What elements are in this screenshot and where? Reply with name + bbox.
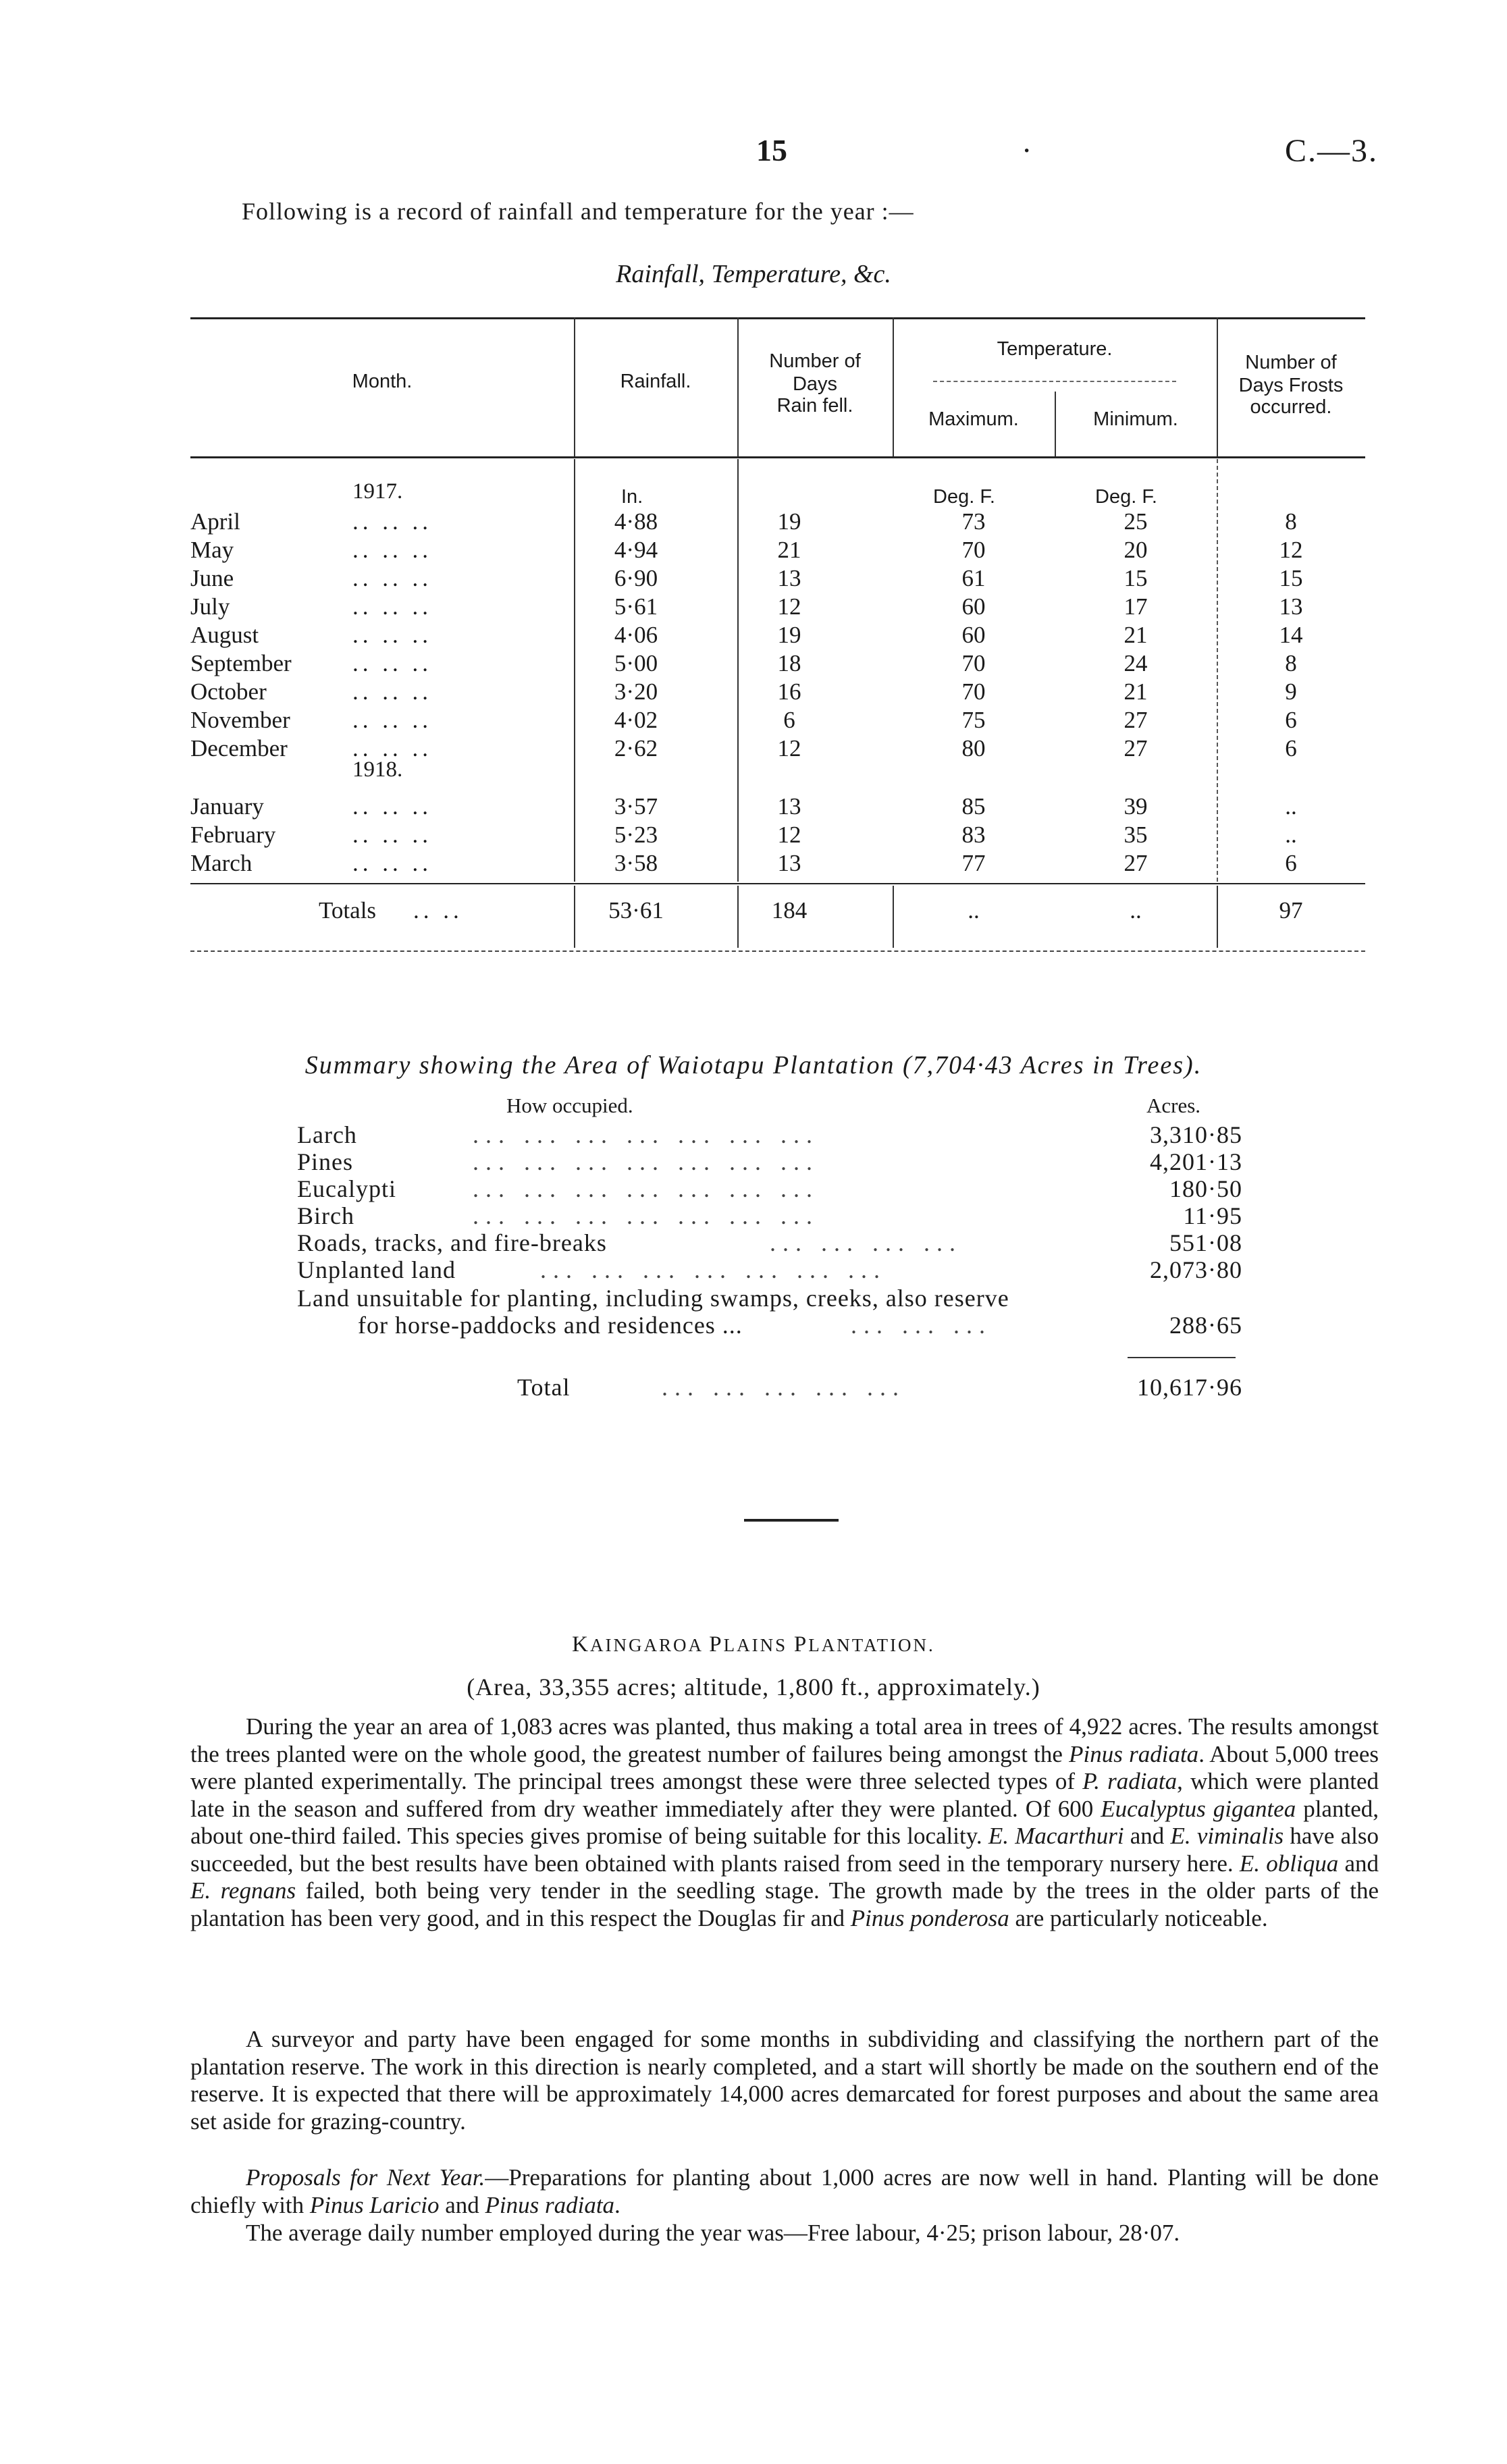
row-frosts: 6	[1285, 735, 1297, 761]
summary-row	[297, 1121, 1269, 1148]
row-month: October	[190, 678, 267, 705]
rainfall-table-title: Rainfall, Temperature, &c.	[616, 260, 891, 288]
summary-col-label: How occupied.	[506, 1094, 633, 1117]
row-days: 19	[777, 508, 801, 535]
header-minimum: Minimum.	[1093, 408, 1178, 430]
row-month: January	[190, 793, 264, 820]
summary-total-label: Total	[517, 1374, 571, 1401]
summary-row-value: 180·50	[1169, 1175, 1242, 1202]
row-max: 80	[961, 735, 986, 761]
summary-row-label: Eucalypti	[297, 1175, 396, 1202]
row-leader: .. .. ..	[352, 735, 432, 761]
row-month: December	[190, 735, 288, 761]
summary-row-label: Unplanted land	[297, 1256, 456, 1283]
row-frosts: 13	[1279, 593, 1303, 620]
row-month: August	[190, 622, 259, 648]
summary-row-leader: ... ... ... ... ... ... ...	[540, 1256, 887, 1283]
row-max: 60	[961, 593, 986, 620]
row-days: 13	[777, 565, 801, 591]
row-min: 17	[1123, 593, 1148, 620]
row-max: 85	[961, 793, 986, 820]
row-max: 73	[961, 508, 986, 535]
row-max: 70	[961, 537, 986, 563]
row-frosts: ..	[1285, 793, 1297, 820]
summary-row-leader: ... ... ... ...	[770, 1229, 962, 1256]
kaingaroa-subtitle: (Area, 33,355 acres; altitude, 1,800 ft., approximately.)	[467, 1673, 1040, 1700]
paragraph-1: During the year an area of 1,083 acres was planted, thus making a total area in trees of 4,922 acres. The results amongst the trees planted were on the whole good, the greatest number of failures being amongst the Pinus radiata. About 5,000 trees were planted experimentally. The principal trees amongst these were three selected types of P. radiata, which were planted late in the season and suffered from dry weather immediately after they were planted. Of 600 Eucalyptus gigantea planted, about one-third failed. This species gives promise of being suitable for this locality. E. Macarthuri and E. viminalis have also succeeded, but the best results have been obtained with plants raised from seed in the temporary nursery here. E. obliqua and E. regnans failed, both being very tender in the seedling stage. The growth made by the trees in the older parts of the plantation has been very good, and in this respect the Douglas fir and Pinus ponderosa are particularly noticeable.	[190, 1713, 1379, 1931]
table-bottom-rule	[190, 950, 1365, 952]
header-temperature: Temperature.	[997, 338, 1113, 360]
unit-max: Deg. F.	[933, 486, 995, 508]
row-days: 12	[777, 822, 801, 848]
totals-rain: 53·61	[608, 897, 664, 923]
row-min: 20	[1123, 537, 1148, 563]
totals-days: 184	[771, 897, 808, 923]
row-leader: .. .. ..	[352, 850, 432, 876]
row-min: 25	[1123, 508, 1148, 535]
summary-total-leader: ... ... ... ... ...	[662, 1374, 905, 1401]
row-rain: 4·94	[614, 537, 658, 563]
row-days: 21	[777, 537, 801, 563]
header-days-rain-2: Days	[792, 373, 838, 395]
row-frosts: 8	[1285, 650, 1297, 676]
row-leader: .. .. ..	[352, 565, 432, 591]
header-dot: ·	[1022, 133, 1032, 167]
row-days: 16	[777, 678, 801, 705]
year-1918: 1918.	[352, 757, 403, 782]
table-totals-rule	[190, 883, 1365, 884]
row-rain: 3·57	[614, 793, 658, 820]
totals-min: ..	[1130, 897, 1142, 923]
row-max: 70	[961, 678, 986, 705]
row-days: 6	[783, 707, 795, 733]
row-max: 83	[961, 822, 986, 848]
header-frosts-2: Days Frosts	[1238, 375, 1344, 396]
summary-row-label: Pines	[297, 1148, 354, 1175]
row-min: 39	[1123, 793, 1148, 820]
summary-row	[297, 1229, 1269, 1256]
row-rain: 3·58	[614, 850, 658, 876]
row-frosts: 15	[1279, 565, 1303, 591]
row-frosts: 9	[1285, 678, 1297, 705]
row-days: 13	[777, 793, 801, 820]
row-leader: .. .. ..	[352, 678, 432, 705]
row-min: 27	[1123, 707, 1148, 733]
summary-row	[297, 1284, 1269, 1311]
summary-row-value: 11·95	[1183, 1202, 1242, 1229]
row-month: July	[190, 593, 230, 620]
row-days: 19	[777, 622, 801, 648]
summary-row-value: 551·08	[1169, 1229, 1242, 1256]
row-month: November	[190, 707, 290, 733]
summary-row-label: Larch	[297, 1121, 357, 1148]
row-leader: .. .. ..	[352, 593, 432, 620]
unit-min: Deg. F.	[1095, 486, 1157, 508]
row-leader: .. .. ..	[352, 537, 432, 563]
row-min: 21	[1123, 678, 1148, 705]
row-frosts: 6	[1285, 707, 1297, 733]
summary-row-leader: ... ... ... ... ... ... ...	[473, 1148, 819, 1175]
row-rain: 3·20	[614, 678, 658, 705]
row-month: May	[190, 537, 234, 563]
summary-col-unit: Acres.	[1146, 1094, 1201, 1117]
row-min: 15	[1123, 565, 1148, 591]
row-max: 61	[961, 565, 986, 591]
header-frosts-3: occurred.	[1250, 396, 1332, 418]
rainfall-table	[190, 317, 1365, 959]
totals-max: ..	[968, 897, 980, 923]
temperature-sub-rule	[933, 381, 1176, 382]
row-month: September	[190, 650, 292, 676]
summary-row-label: Land unsuitable for planting, including swamps, creeks, also reserve	[297, 1285, 1009, 1312]
totals-frosts: 97	[1279, 897, 1303, 923]
summary-title: Summary showing the Area of Waiotapu Plantation (7,704·43 Acres in Trees).	[305, 1051, 1202, 1079]
summary-total-row	[297, 1373, 1269, 1400]
header-days-rain-3: Rain fell.	[776, 395, 853, 417]
summary-row	[297, 1175, 1269, 1202]
summary-row	[297, 1256, 1269, 1283]
row-rain: 5·23	[614, 822, 658, 848]
summary-row-value: 2,073·80	[1150, 1256, 1242, 1283]
row-month: June	[190, 565, 234, 591]
row-leader: .. .. ..	[352, 650, 432, 676]
summary-row-leader: ... ... ...	[851, 1312, 992, 1339]
row-max: 77	[961, 850, 986, 876]
row-days: 12	[777, 735, 801, 761]
kaingaroa-title: KAINGAROA PLAINS PLANTATION.	[572, 1632, 935, 1657]
summary-row-value: 288·65	[1169, 1312, 1242, 1339]
summary-row	[297, 1148, 1269, 1175]
row-rain: 4·88	[614, 508, 658, 535]
row-min: 35	[1123, 822, 1148, 848]
row-min: 27	[1123, 735, 1148, 761]
paragraph-3: Proposals for Next Year.—Preparations for planting about 1,000 acres are now well in hand. Planting will be done chiefly with Pinus Laricio and Pinus radiata.	[190, 2164, 1379, 2218]
summary-total-value: 10,617·96	[1137, 1374, 1242, 1401]
row-frosts: 14	[1279, 622, 1303, 648]
row-max: 60	[961, 622, 986, 648]
paragraph-4: The average daily number employed during the year was—Free labour, 4·25; prison labour, 28·07.	[246, 2220, 1180, 2246]
row-days: 18	[777, 650, 801, 676]
row-min: 27	[1123, 850, 1148, 876]
row-days: 12	[777, 593, 801, 620]
row-leader: .. .. ..	[352, 707, 432, 733]
summary-row-leader: ... ... ... ... ... ... ...	[473, 1121, 819, 1148]
summary-row-label: for horse-paddocks and residences ...	[358, 1312, 743, 1339]
summary-row	[297, 1311, 1269, 1338]
row-rain: 6·90	[614, 565, 658, 591]
unit-rain: In.	[621, 486, 643, 508]
row-frosts: 8	[1285, 508, 1297, 535]
row-max: 75	[961, 707, 986, 733]
summary-row-value: 3,310·85	[1150, 1121, 1242, 1148]
row-rain: 5·00	[614, 650, 658, 676]
page-number: 15	[756, 133, 787, 167]
table-header-rule	[190, 456, 1365, 458]
row-leader: .. .. ..	[352, 508, 432, 535]
row-leader: .. .. ..	[352, 793, 432, 820]
table-top-rule	[190, 317, 1365, 319]
totals-label: Totals	[319, 897, 377, 923]
row-month: February	[190, 822, 276, 848]
document-code: C.—3.	[1285, 133, 1379, 169]
row-rain: 2·62	[614, 735, 658, 761]
row-rain: 4·06	[614, 622, 658, 648]
summary-row-label: Roads, tracks, and fire-breaks	[297, 1229, 607, 1256]
summary-row-leader: ... ... ... ... ... ... ...	[473, 1202, 819, 1229]
row-rain: 5·61	[614, 593, 658, 620]
section-divider	[744, 1519, 839, 1522]
row-days: 13	[777, 850, 801, 876]
summary-total-rule	[1128, 1357, 1236, 1358]
paragraph-2: A surveyor and party have been engaged for some months in subdividing and classifying the northern part of the plantation reserve. The work in this direction is nearly completed, and a start will shortly be made on the southern end of the reserve. It is expected that there will be approximately 14,000 acres demarcated for forest purposes and about the same area set aside for grazing-country.	[190, 2026, 1379, 2135]
year-1917: 1917.	[352, 479, 403, 504]
row-leader: .. .. ..	[352, 822, 432, 848]
row-month: April	[190, 508, 240, 535]
header-month: Month.	[352, 371, 413, 392]
row-rain: 4·02	[614, 707, 658, 733]
header-rainfall: Rainfall.	[620, 371, 691, 392]
summary-row-value: 4,201·13	[1150, 1148, 1242, 1175]
row-max: 70	[961, 650, 986, 676]
row-min: 24	[1123, 650, 1148, 676]
row-frosts: 12	[1279, 537, 1303, 563]
summary-row	[297, 1202, 1269, 1229]
row-frosts: 6	[1285, 850, 1297, 876]
row-month: March	[190, 850, 253, 876]
header-days-rain-1: Number of	[769, 350, 861, 372]
header-frosts-1: Number of	[1245, 352, 1337, 373]
header-maximum: Maximum.	[928, 408, 1019, 430]
totals-leader: .. ..	[413, 897, 463, 923]
summary-row-label: Birch	[297, 1202, 354, 1229]
row-frosts: ..	[1285, 822, 1297, 848]
summary-row-leader: ... ... ... ... ... ... ...	[473, 1175, 819, 1202]
row-leader: .. .. ..	[352, 622, 432, 648]
intro-text: Following is a record of rainfall and temperature for the year :—	[242, 198, 914, 225]
row-min: 21	[1123, 622, 1148, 648]
